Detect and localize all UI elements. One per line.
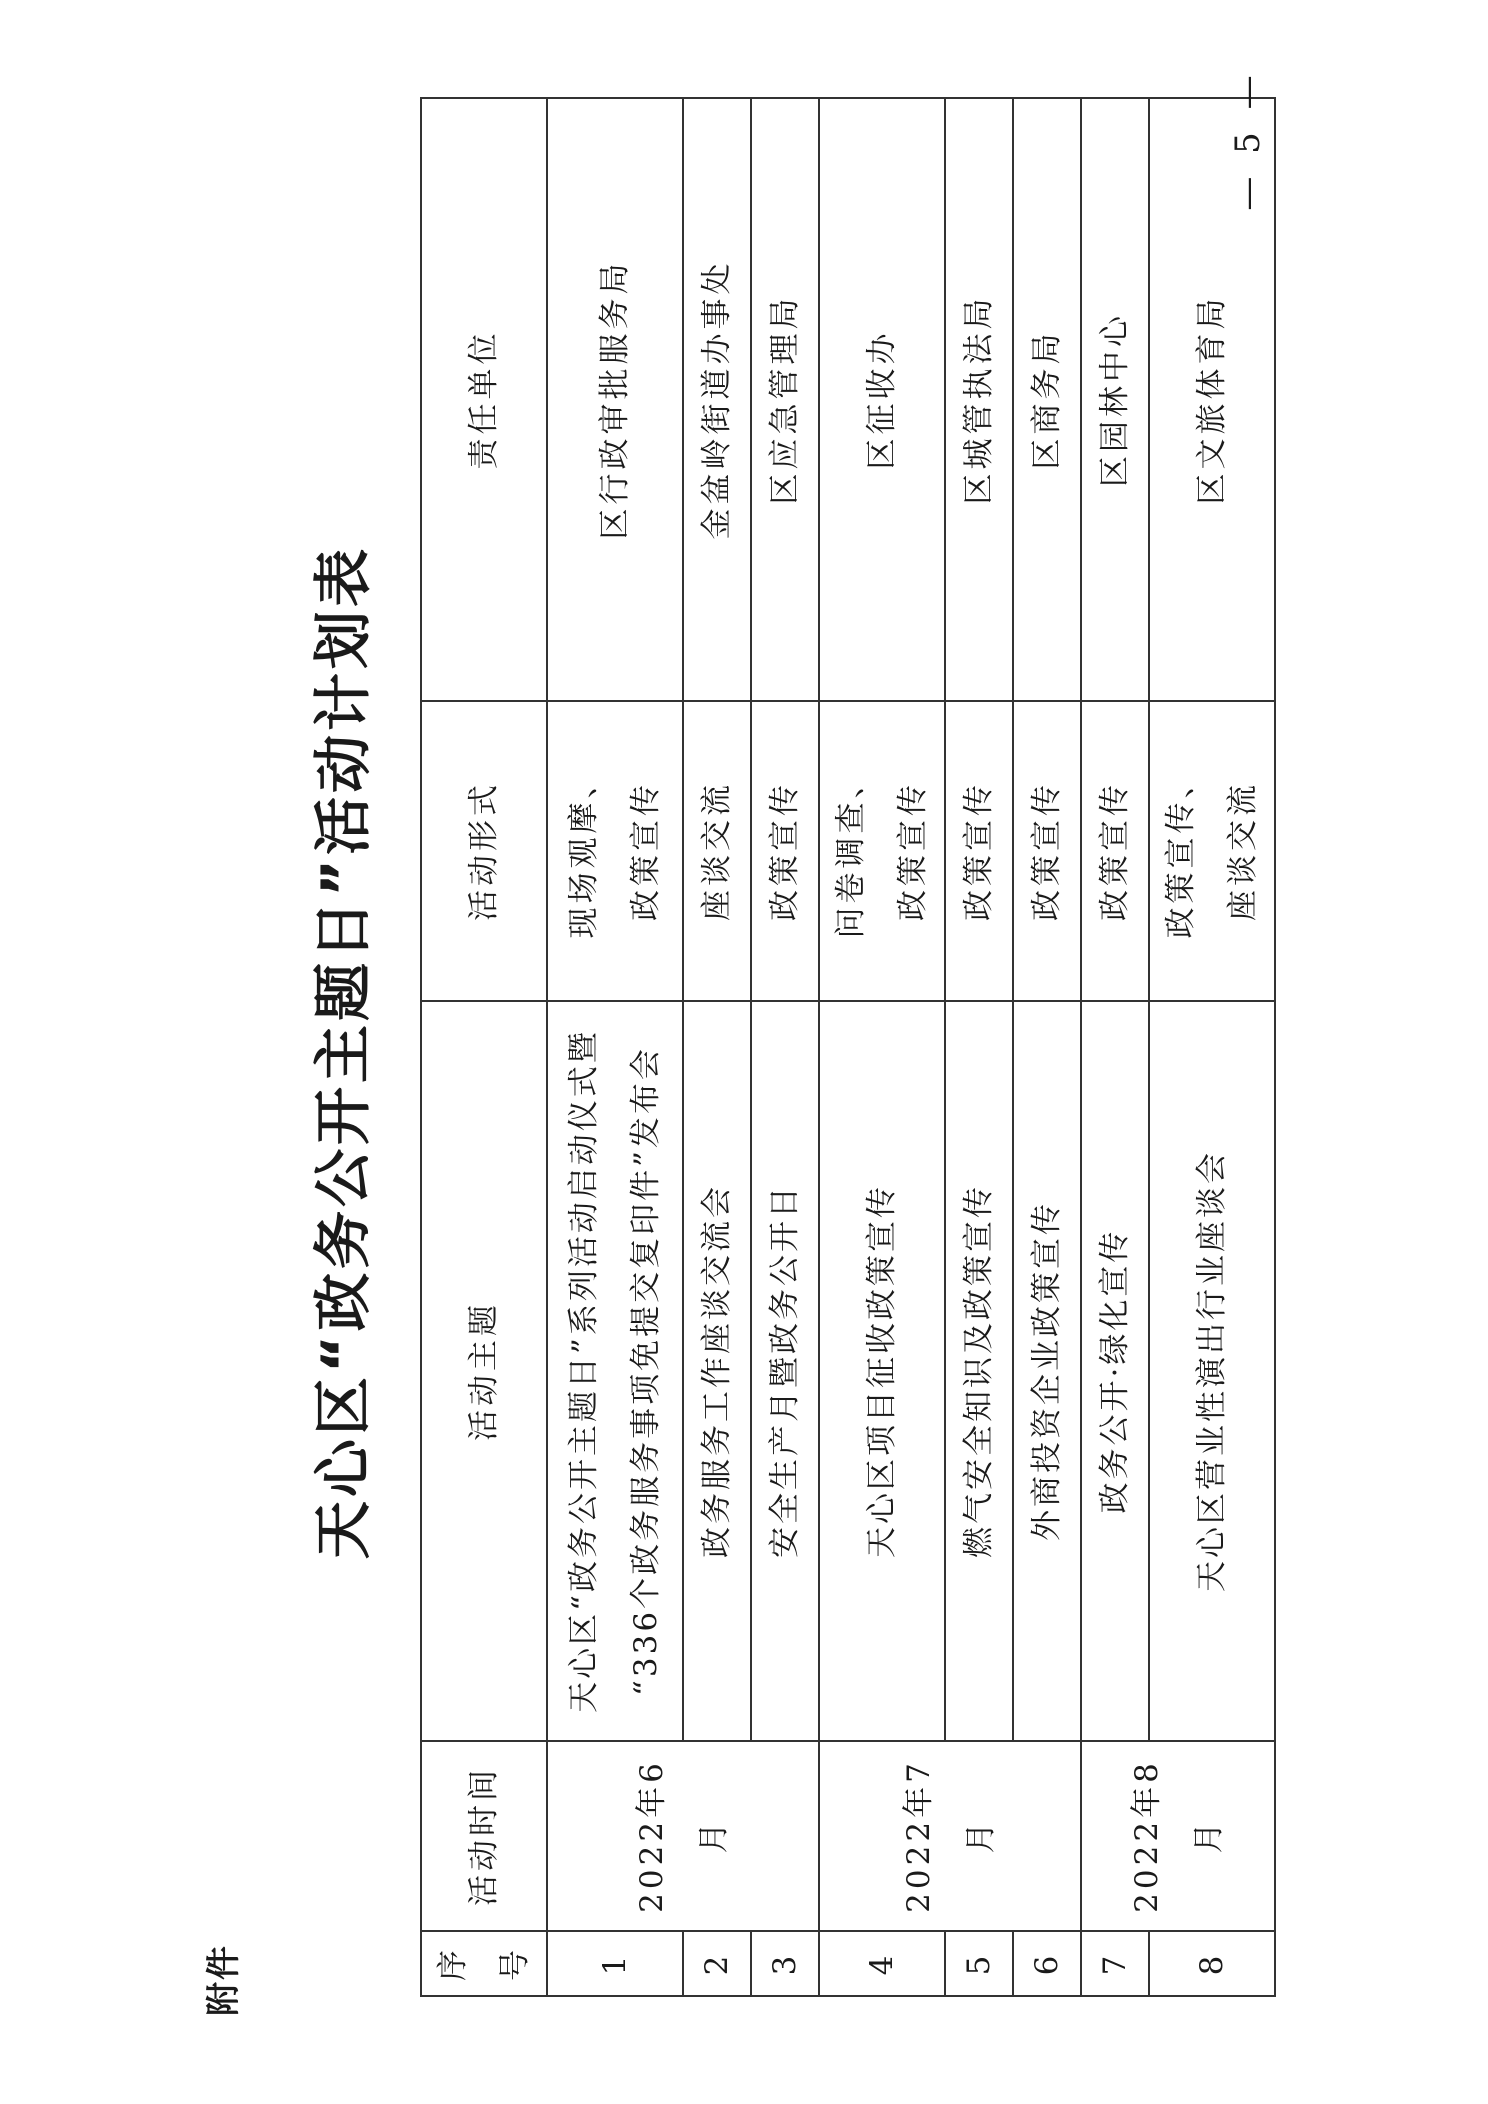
row-topic xyxy=(547,1001,683,1741)
row-no: 6 xyxy=(1013,1931,1081,1996)
header-unit: 责任单位 xyxy=(421,98,547,701)
row-topic: 政务服务工作座谈交流会 xyxy=(683,1001,751,1741)
table-row xyxy=(1013,98,1081,1996)
row-form: 政策宣传 xyxy=(1081,701,1149,1001)
row-topic-line: 天心区“政务公开主题日”系列活动启动仪式暨 xyxy=(566,1029,602,1713)
table-row xyxy=(1081,98,1149,1996)
header-form: 活动形式 xyxy=(421,701,547,1001)
row-topic: 政务公开·绿化宣传 xyxy=(1081,1001,1149,1741)
table-header-row xyxy=(421,98,547,1996)
row-no: 2 xyxy=(683,1931,751,1996)
table-row xyxy=(751,98,819,1996)
row-form-line: 政策宣传 xyxy=(628,781,664,921)
row-topic-line: “336个政务服务事项免提交复印件”发布会 xyxy=(628,1046,664,1696)
row-form: 政策宣传 xyxy=(1013,701,1081,1001)
row-topic: 天心区项目征收政策宣传 xyxy=(819,1001,945,1741)
row-no: 4 xyxy=(819,1931,945,1996)
row-form-line: 问卷调查、 xyxy=(833,763,869,939)
row-form xyxy=(819,701,945,1001)
activity-plan-table xyxy=(420,97,1276,1997)
row-form xyxy=(547,701,683,1001)
header-no: 序号 xyxy=(421,1931,547,1996)
row-no: 5 xyxy=(945,1931,1013,1996)
row-no: 7 xyxy=(1081,1931,1149,1996)
row-form xyxy=(1149,701,1275,1001)
row-unit: 区征收办 xyxy=(819,98,945,701)
table-row xyxy=(819,98,945,1996)
time-cell-july: 2022年7月 xyxy=(819,1741,1081,1931)
row-unit: 区园林中心 xyxy=(1081,98,1149,701)
row-no: 1 xyxy=(547,1931,683,1996)
time-cell-june: 2022年6月 xyxy=(547,1741,819,1931)
header-topic: 活动主题 xyxy=(421,1001,547,1741)
page-number: — 5 — xyxy=(1228,69,1268,211)
row-unit: 区城管执法局 xyxy=(945,98,1013,701)
row-topic: 安全生产月暨政务公开日 xyxy=(751,1001,819,1741)
row-no: 3 xyxy=(751,1931,819,1996)
header-time: 活动时间 xyxy=(421,1741,547,1931)
page-title: 天心区“政务公开主题日”活动计划表 xyxy=(309,544,377,1560)
row-form-line: 政策宣传 xyxy=(895,781,931,921)
row-form-line: 现场观摩、 xyxy=(566,763,602,939)
row-form: 政策宣传 xyxy=(945,701,1013,1001)
row-form: 座谈交流 xyxy=(683,701,751,1001)
row-form-line: 座谈交流 xyxy=(1225,781,1261,921)
table-row xyxy=(547,98,683,1996)
time-cell-august: 2022年8月 xyxy=(1081,1741,1275,1931)
row-form-line: 政策宣传、 xyxy=(1163,763,1199,939)
attachment-label: 附件 xyxy=(204,1944,244,2016)
row-form: 政策宣传 xyxy=(751,701,819,1001)
row-topic: 天心区营业性演出行业座谈会 xyxy=(1149,1001,1275,1741)
row-no: 8 xyxy=(1149,1931,1275,1996)
table-row xyxy=(683,98,751,1996)
row-unit: 金盆岭街道办事处 xyxy=(683,98,751,701)
row-unit: 区商务局 xyxy=(1013,98,1081,701)
row-unit: 区行政审批服务局 xyxy=(547,98,683,701)
row-unit: 区应急管理局 xyxy=(751,98,819,701)
table-row xyxy=(1149,98,1275,1996)
table-row xyxy=(945,98,1013,1996)
row-topic: 外商投资企业政策宣传 xyxy=(1013,1001,1081,1741)
row-unit: 区文旅体育局 xyxy=(1149,98,1275,701)
row-topic: 燃气安全知识及政策宣传 xyxy=(945,1001,1013,1741)
